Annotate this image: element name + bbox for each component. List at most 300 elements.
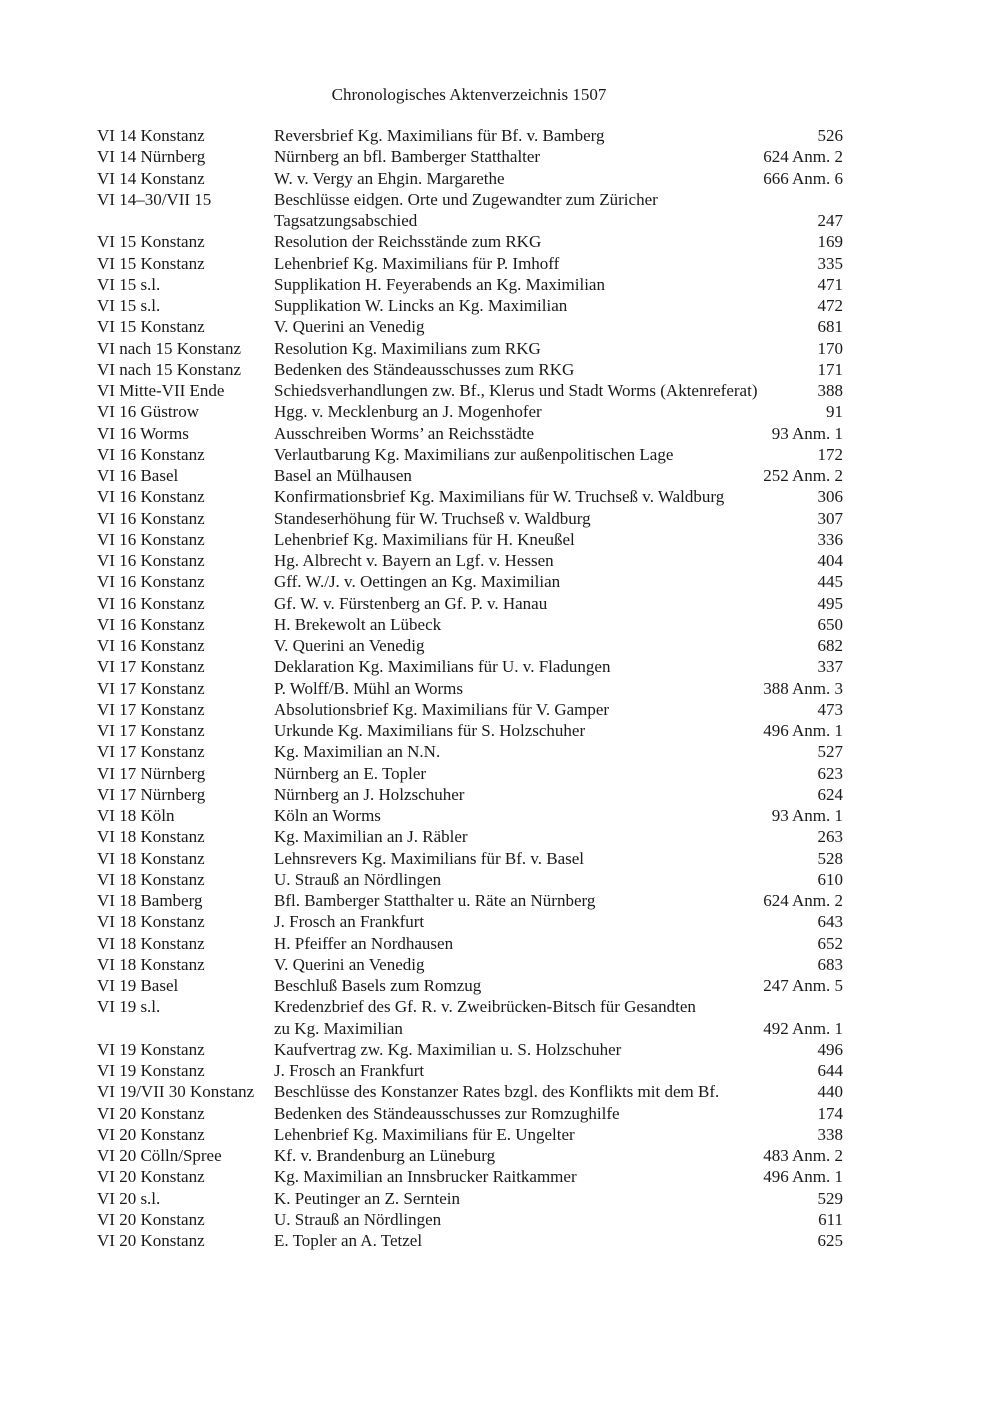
entry-description: Kredenzbrief des Gf. R. v. Zweibrücken-Bitsch für Gesandten bbox=[274, 997, 696, 1017]
entry-body bbox=[274, 996, 843, 1039]
entry-body bbox=[274, 763, 843, 784]
entry-row bbox=[97, 1188, 843, 1209]
entry-row bbox=[97, 741, 843, 762]
entry-row bbox=[97, 1145, 843, 1166]
entry-line bbox=[274, 805, 843, 826]
entry-reference: 336 bbox=[817, 529, 843, 549]
entry-body bbox=[274, 295, 843, 316]
entry-row bbox=[97, 295, 843, 316]
entry-body bbox=[274, 189, 843, 232]
entry-description: Lehenbrief Kg. Maximilians für H. Kneußel bbox=[274, 529, 575, 549]
entry-line bbox=[274, 678, 843, 699]
entry-row bbox=[97, 168, 843, 189]
entry-line bbox=[274, 231, 843, 252]
entry-description: K. Peutinger an Z. Serntein bbox=[274, 1188, 461, 1208]
entry-date: VI 16 Konstanz bbox=[97, 636, 205, 655]
entry-line bbox=[274, 763, 843, 784]
entry-description: Kaufvertrag zw. Kg. Maximilian u. S. Holzschuher bbox=[274, 1039, 622, 1059]
entry-reference: 335 bbox=[817, 253, 843, 273]
entry-date: VI 17 Konstanz bbox=[97, 721, 205, 740]
entry-reference: 624 bbox=[817, 784, 843, 804]
entry-row bbox=[97, 529, 843, 550]
entry-reference: 650 bbox=[817, 614, 843, 634]
entry-line bbox=[274, 338, 843, 359]
entry-line bbox=[274, 656, 843, 677]
entry-line bbox=[274, 486, 843, 507]
entry-date: VI 18 Konstanz bbox=[97, 827, 205, 847]
entry-row bbox=[97, 444, 843, 465]
entry-line bbox=[274, 1188, 843, 1209]
entry-body bbox=[274, 1060, 843, 1081]
entry-body bbox=[274, 1124, 843, 1145]
entry-date: VI 16 Konstanz bbox=[97, 593, 205, 613]
entry-line bbox=[274, 635, 843, 656]
entry-reference: 681 bbox=[817, 317, 843, 337]
entry-description: Bedenken des Ständeausschusses zur Romzughilfe bbox=[274, 1103, 620, 1123]
entry-date: VI 17 Nürnberg bbox=[97, 784, 206, 804]
entry-line bbox=[274, 401, 843, 422]
entry-row bbox=[97, 550, 843, 571]
entry-line bbox=[274, 1103, 843, 1124]
entry-description: Resolution Kg. Maximilians zum RKG bbox=[274, 338, 541, 358]
entry-description: V. Querini an Venedig bbox=[274, 636, 425, 655]
entry-line bbox=[274, 168, 843, 189]
entry-line bbox=[274, 1081, 843, 1102]
entry-date: VI 20 Konstanz bbox=[97, 1124, 205, 1144]
entry-date: VI 15 s.l. bbox=[97, 296, 161, 315]
entry-line bbox=[274, 933, 843, 954]
entry-date: VI 17 Konstanz bbox=[97, 699, 205, 719]
entry-description: Standeserhöhung für W. Truchseß v. Waldburg bbox=[274, 508, 591, 528]
entry-description: Tagsatzungsabschied bbox=[274, 211, 418, 230]
entry-date: VI 15 Konstanz bbox=[97, 317, 205, 337]
entry-body bbox=[274, 125, 843, 146]
entry-date: VI 16 Worms bbox=[97, 423, 189, 443]
entry-description: Verlautbarung Kg. Maximilians zur außenpolitischen Lage bbox=[274, 444, 674, 464]
entry-description: zu Kg. Maximilian bbox=[274, 1018, 403, 1038]
entry-body bbox=[274, 1209, 843, 1230]
entry-line bbox=[274, 1166, 843, 1187]
entry-date: VI 16 Konstanz bbox=[97, 487, 205, 507]
entry-date: VI 16 Güstrow bbox=[97, 402, 199, 422]
entry-date: VI 20 Cölln/Spree bbox=[97, 1146, 222, 1165]
entry-row bbox=[97, 720, 843, 741]
entry-line bbox=[274, 1124, 843, 1145]
entry-description: Nürnberg an J. Holzschuher bbox=[274, 784, 465, 804]
entry-reference: 496 Anm. 1 bbox=[763, 721, 843, 740]
entry-reference: 404 bbox=[817, 551, 843, 570]
entry-reference: 496 Anm. 1 bbox=[763, 1167, 843, 1187]
entry-reference: 611 bbox=[818, 1209, 843, 1229]
entry-description: V. Querini an Venedig bbox=[274, 317, 425, 337]
entry-reference: 496 bbox=[817, 1039, 843, 1059]
entry-body bbox=[274, 508, 843, 529]
entry-line bbox=[274, 996, 843, 1017]
entry-description: J. Frosch an Frankfurt bbox=[274, 912, 425, 932]
entry-reference: 445 bbox=[817, 572, 843, 592]
entry-body bbox=[274, 550, 843, 571]
entry-body bbox=[274, 635, 843, 656]
entry-line bbox=[274, 1018, 843, 1039]
entry-description: J. Frosch an Frankfurt bbox=[274, 1061, 425, 1080]
entry-body bbox=[274, 954, 843, 975]
entry-line bbox=[274, 295, 843, 316]
entry-line bbox=[274, 699, 843, 720]
entry-body bbox=[274, 486, 843, 507]
entry-description: Lehenbrief Kg. Maximilians für P. Imhoff bbox=[274, 253, 560, 273]
entry-row bbox=[97, 763, 843, 784]
entry-reference: 623 bbox=[817, 763, 843, 783]
entry-date: VI Mitte-VII Ende bbox=[97, 381, 225, 400]
entry-date: VI 18 Konstanz bbox=[97, 869, 205, 889]
entry-line bbox=[274, 210, 843, 231]
entry-reference: 624 Anm. 2 bbox=[763, 147, 843, 167]
entry-description: P. Wolff/B. Mühl an Worms bbox=[274, 678, 464, 698]
entry-body bbox=[274, 1103, 843, 1124]
entry-line bbox=[274, 316, 843, 337]
entry-line bbox=[274, 1060, 843, 1081]
entry-body bbox=[274, 699, 843, 720]
entry-description: Deklaration Kg. Maximilians für U. v. Fladungen bbox=[274, 657, 611, 677]
entry-row bbox=[97, 274, 843, 295]
entry-description: Lehenbrief Kg. Maximilians für E. Ungelter bbox=[274, 1124, 575, 1144]
entry-date: VI 18 Konstanz bbox=[97, 848, 205, 868]
entry-date: VI 19 Konstanz bbox=[97, 1061, 205, 1080]
entry-reference: 169 bbox=[817, 232, 843, 252]
entry-body bbox=[274, 338, 843, 359]
entry-reference: 652 bbox=[817, 933, 843, 953]
page-title: Chronologisches Aktenverzeichnis 1507 bbox=[331, 85, 607, 104]
entry-date: VI 18 Bamberg bbox=[97, 891, 203, 910]
entry-reference: 263 bbox=[817, 827, 843, 847]
entry-description: Ausschreiben Worms’ an Reichsstädte bbox=[274, 423, 535, 443]
entry-date: VI 20 Konstanz bbox=[97, 1231, 205, 1250]
entry-date: VI 14 Konstanz bbox=[97, 126, 205, 145]
entry-date: VI 16 Konstanz bbox=[97, 444, 205, 464]
entry-body bbox=[274, 741, 843, 762]
entry-date: VI 19 Basel bbox=[97, 976, 179, 995]
entry-line bbox=[274, 146, 843, 167]
entry-date: VI 20 s.l. bbox=[97, 1188, 161, 1208]
entry-body bbox=[274, 401, 843, 422]
entry-date: VI 14 Nürnberg bbox=[97, 147, 206, 167]
entry-body bbox=[274, 529, 843, 550]
entry-row bbox=[97, 359, 843, 380]
entry-description: V. Querini an Venedig bbox=[274, 954, 425, 974]
entry-reference: 307 bbox=[817, 508, 843, 528]
entry-line bbox=[274, 911, 843, 932]
entry-date: VI 18 Konstanz bbox=[97, 933, 205, 953]
entry-row bbox=[97, 1060, 843, 1081]
entry-body bbox=[274, 869, 843, 890]
entry-body bbox=[274, 146, 843, 167]
entry-body bbox=[274, 444, 843, 465]
entry-body bbox=[274, 571, 843, 592]
entry-row bbox=[97, 508, 843, 529]
entry-date: VI 19 Konstanz bbox=[97, 1039, 205, 1059]
entry-line bbox=[274, 784, 843, 805]
entry-line bbox=[274, 529, 843, 550]
entry-description: Gff. W./J. v. Oettingen an Kg. Maximilian bbox=[274, 572, 561, 592]
entry-line bbox=[274, 359, 843, 380]
entry-line bbox=[274, 444, 843, 465]
entry-description: E. Topler an A. Tetzel bbox=[274, 1231, 423, 1250]
entry-row bbox=[97, 678, 843, 699]
entry-line bbox=[274, 848, 843, 869]
entry-body bbox=[274, 1166, 843, 1187]
entry-body bbox=[274, 1081, 843, 1102]
entry-description: H. Pfeiffer an Nordhausen bbox=[274, 933, 454, 953]
entry-body bbox=[274, 274, 843, 295]
entry-description: Nürnberg an E. Topler bbox=[274, 763, 427, 783]
entry-description: Reversbrief Kg. Maximilians für Bf. v. Bamberg bbox=[274, 126, 605, 145]
entry-description: Gf. W. v. Fürstenberg an Gf. P. v. Hanau bbox=[274, 593, 548, 613]
entry-date: VI 19/VII 30 Konstanz bbox=[97, 1082, 255, 1102]
entry-date: VI 14 Konstanz bbox=[97, 168, 205, 188]
entry-body bbox=[274, 423, 843, 444]
entry-row bbox=[97, 975, 843, 996]
entry-line bbox=[274, 423, 843, 444]
entry-reference: 172 bbox=[817, 444, 843, 464]
entry-body bbox=[274, 656, 843, 677]
entry-body bbox=[274, 1188, 843, 1209]
entry-row bbox=[97, 1230, 843, 1251]
entry-date: VI 18 Konstanz bbox=[97, 912, 205, 932]
entry-reference: 252 Anm. 2 bbox=[763, 466, 843, 485]
entry-line bbox=[274, 189, 843, 210]
entry-reference: 170 bbox=[817, 338, 843, 358]
entry-reference: 483 Anm. 2 bbox=[763, 1146, 843, 1165]
entry-line bbox=[274, 869, 843, 890]
entry-body bbox=[274, 933, 843, 954]
entry-date: VI 17 Konstanz bbox=[97, 678, 205, 698]
entry-row bbox=[97, 1166, 843, 1187]
entry-reference: 440 bbox=[817, 1082, 843, 1102]
entry-row bbox=[97, 146, 843, 167]
entry-body bbox=[274, 826, 843, 847]
entry-description: Konfirmationsbrief Kg. Maximilians für W. Truchseß v. Waldburg bbox=[274, 487, 725, 507]
entry-description: Basel an Mülhausen bbox=[274, 466, 412, 485]
entry-body bbox=[274, 805, 843, 826]
entry-body bbox=[274, 253, 843, 274]
entry-line bbox=[274, 975, 843, 996]
entry-line bbox=[274, 125, 843, 146]
entry-row bbox=[97, 911, 843, 932]
entry-date: VI 16 Konstanz bbox=[97, 551, 205, 570]
entry-row bbox=[97, 125, 843, 146]
entry-row bbox=[97, 231, 843, 252]
entry-description: Supplikation H. Feyerabends an Kg. Maximilian bbox=[274, 274, 605, 294]
entry-row bbox=[97, 1124, 843, 1145]
entry-reference: 624 Anm. 2 bbox=[763, 891, 843, 910]
entry-row bbox=[97, 784, 843, 805]
entry-reference: 472 bbox=[817, 296, 843, 315]
entry-line bbox=[274, 1209, 843, 1230]
entry-reference: 528 bbox=[817, 848, 843, 868]
entry-line bbox=[274, 508, 843, 529]
entry-reference: 492 Anm. 1 bbox=[763, 1018, 843, 1038]
entry-date: VI 15 s.l. bbox=[97, 274, 161, 294]
entry-reference: 526 bbox=[817, 126, 843, 145]
entry-line bbox=[274, 1145, 843, 1166]
entry-body bbox=[274, 465, 843, 486]
entry-reference: 529 bbox=[817, 1188, 843, 1208]
entry-row bbox=[97, 380, 843, 401]
entry-reference: 495 bbox=[817, 593, 843, 613]
entry-description: Resolution der Reichsstände zum RKG bbox=[274, 232, 542, 252]
entry-reference: 666 Anm. 6 bbox=[763, 168, 843, 188]
entry-row bbox=[97, 593, 843, 614]
entry-reference: 682 bbox=[817, 636, 843, 655]
entry-date: VI 16 Konstanz bbox=[97, 529, 205, 549]
entry-description: Kg. Maximilian an N.N. bbox=[274, 742, 441, 762]
entry-description: Bedenken des Ständeausschusses zum RKG bbox=[274, 359, 575, 379]
entry-line bbox=[274, 890, 843, 911]
entry-reference: 625 bbox=[817, 1231, 843, 1250]
entry-body bbox=[274, 848, 843, 869]
entry-row bbox=[97, 338, 843, 359]
entry-row bbox=[97, 1039, 843, 1060]
entry-date: VI nach 15 Konstanz bbox=[97, 338, 241, 358]
entry-row bbox=[97, 635, 843, 656]
entry-row bbox=[97, 699, 843, 720]
entry-description: W. v. Vergy an Ehgin. Margarethe bbox=[274, 168, 505, 188]
entry-reference: 643 bbox=[817, 912, 843, 932]
entry-line bbox=[274, 720, 843, 741]
entry-line bbox=[274, 954, 843, 975]
entry-body bbox=[274, 359, 843, 380]
entry-body bbox=[274, 975, 843, 996]
entry-row bbox=[97, 465, 843, 486]
entry-reference: 388 Anm. 3 bbox=[763, 678, 843, 698]
entry-reference: 174 bbox=[817, 1103, 843, 1123]
entry-reference: 93 Anm. 1 bbox=[771, 806, 843, 825]
entry-description: Kg. Maximilian an J. Räbler bbox=[274, 827, 468, 847]
entry-date: VI 17 Konstanz bbox=[97, 657, 205, 677]
entry-reference: 337 bbox=[817, 657, 843, 677]
entry-description: H. Brekewolt an Lübeck bbox=[274, 614, 442, 634]
entry-date: VI 16 Konstanz bbox=[97, 614, 205, 634]
entry-row bbox=[97, 869, 843, 890]
entry-date: VI 18 Konstanz bbox=[97, 954, 205, 974]
entry-reference: 93 Anm. 1 bbox=[771, 423, 843, 443]
entry-reference: 171 bbox=[817, 359, 843, 379]
entry-line bbox=[274, 593, 843, 614]
entry-row bbox=[97, 1103, 843, 1124]
entry-line bbox=[274, 826, 843, 847]
entry-line bbox=[274, 571, 843, 592]
entry-description: Schiedsverhandlungen zw. Bf., Klerus und Stadt Worms (Aktenreferat) bbox=[274, 381, 758, 400]
entry-date: VI 15 Konstanz bbox=[97, 253, 205, 273]
entry-description: Köln an Worms bbox=[274, 806, 381, 825]
entry-reference: 91 bbox=[826, 402, 843, 422]
entry-row bbox=[97, 954, 843, 975]
entry-body bbox=[274, 380, 843, 401]
entry-reference: 247 bbox=[817, 211, 843, 230]
entry-description: Beschluß Basels zum Romzug bbox=[274, 976, 482, 995]
entry-row bbox=[97, 933, 843, 954]
entry-date: VI 14–30/VII 15 bbox=[97, 189, 212, 209]
entry-reference: 388 bbox=[817, 381, 843, 400]
entry-description: Hgg. v. Mecklenburg an J. Mogenhofer bbox=[274, 402, 542, 422]
entry-date: VI 16 Konstanz bbox=[97, 508, 205, 528]
entry-description: Beschlüsse eidgen. Orte und Zugewandter zum Züricher bbox=[274, 189, 658, 209]
entry-reference: 338 bbox=[817, 1124, 843, 1144]
entry-row bbox=[97, 486, 843, 507]
entry-body bbox=[274, 720, 843, 741]
entry-row bbox=[97, 826, 843, 847]
entry-reference: 473 bbox=[817, 699, 843, 719]
entry-row bbox=[97, 614, 843, 635]
entry-description: Kg. Maximilian an Innsbrucker Raitkammer bbox=[274, 1167, 577, 1187]
entry-description: Lehnsrevers Kg. Maximilians für Bf. v. Basel bbox=[274, 848, 585, 868]
entry-line bbox=[274, 550, 843, 571]
entry-reference: 610 bbox=[817, 869, 843, 889]
entry-body bbox=[274, 784, 843, 805]
entry-list bbox=[97, 125, 843, 1251]
entry-row bbox=[97, 571, 843, 592]
entry-body bbox=[274, 911, 843, 932]
entry-body bbox=[274, 890, 843, 911]
entry-body bbox=[274, 231, 843, 252]
entry-reference: 471 bbox=[817, 274, 843, 294]
entry-row bbox=[97, 890, 843, 911]
entry-description: Beschlüsse des Konstanzer Rates bzgl. des Konflikts mit dem Bf. bbox=[274, 1082, 720, 1102]
entry-line bbox=[274, 614, 843, 635]
entry-body bbox=[274, 1039, 843, 1060]
entry-date: VI 20 Konstanz bbox=[97, 1103, 205, 1123]
entry-reference: 306 bbox=[817, 487, 843, 507]
entry-description: Kf. v. Brandenburg an Lüneburg bbox=[274, 1146, 496, 1165]
entry-description: Absolutionsbrief Kg. Maximilians für V. Gamper bbox=[274, 699, 610, 719]
entry-date: VI 17 Nürnberg bbox=[97, 763, 206, 783]
entry-reference: 527 bbox=[817, 742, 843, 762]
entry-date: VI 19 s.l. bbox=[97, 997, 161, 1017]
entry-body bbox=[274, 614, 843, 635]
entry-date: VI 16 Konstanz bbox=[97, 572, 205, 592]
entry-line bbox=[274, 1039, 843, 1060]
entry-row bbox=[97, 656, 843, 677]
entry-body bbox=[274, 316, 843, 337]
entry-body bbox=[274, 593, 843, 614]
entry-line bbox=[274, 465, 843, 486]
entry-description: Supplikation W. Lincks an Kg. Maximilian bbox=[274, 296, 568, 315]
entry-row bbox=[97, 805, 843, 826]
entry-row bbox=[97, 401, 843, 422]
entry-row bbox=[97, 848, 843, 869]
entry-reference: 644 bbox=[817, 1061, 843, 1080]
entry-row bbox=[97, 189, 843, 232]
entry-line bbox=[274, 1230, 843, 1251]
entry-description: Bfl. Bamberger Statthalter u. Räte an Nürnberg bbox=[274, 891, 596, 910]
entry-date: VI nach 15 Konstanz bbox=[97, 359, 241, 379]
entry-body bbox=[274, 168, 843, 189]
entry-row bbox=[97, 316, 843, 337]
entry-row bbox=[97, 253, 843, 274]
entry-reference: 683 bbox=[817, 954, 843, 974]
entry-date: VI 20 Konstanz bbox=[97, 1209, 205, 1229]
entry-row bbox=[97, 1081, 843, 1102]
entry-description: Hg. Albrecht v. Bayern an Lgf. v. Hessen bbox=[274, 551, 554, 570]
entry-line bbox=[274, 380, 843, 401]
entry-line bbox=[274, 741, 843, 762]
entry-description: U. Strauß an Nördlingen bbox=[274, 869, 442, 889]
entry-reference: 247 Anm. 5 bbox=[763, 976, 843, 995]
entry-date: VI 18 Köln bbox=[97, 806, 175, 825]
entry-line bbox=[274, 253, 843, 274]
entry-date: VI 16 Basel bbox=[97, 466, 179, 485]
entry-body bbox=[274, 1145, 843, 1166]
